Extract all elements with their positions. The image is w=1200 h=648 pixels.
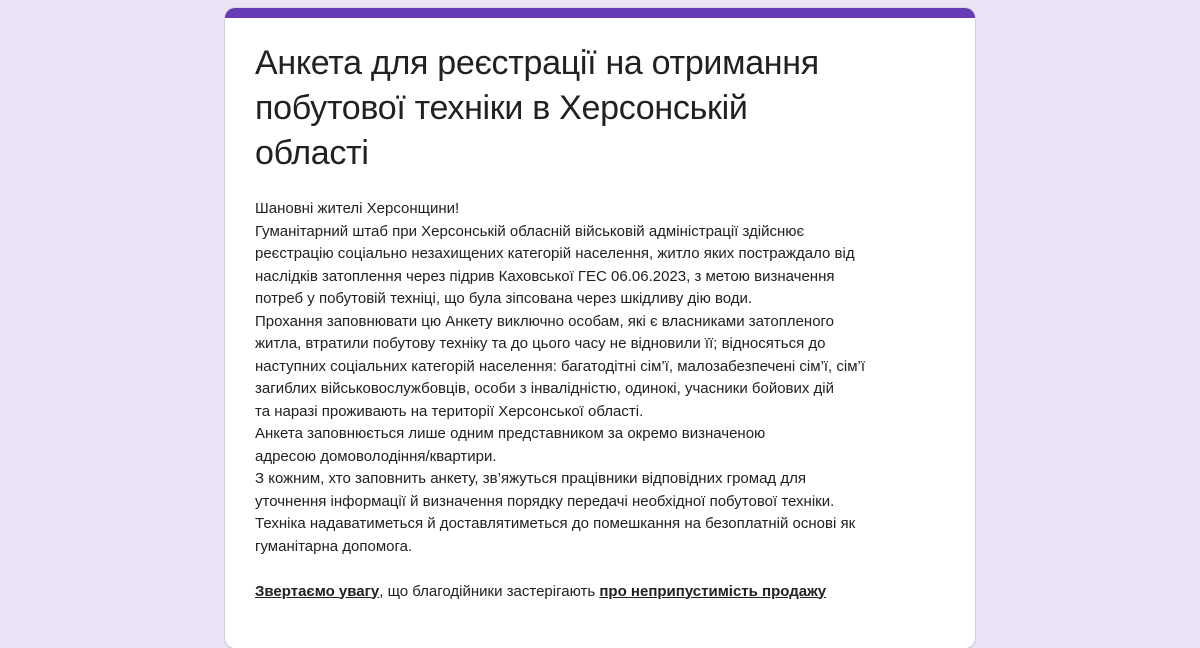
description-line: та наразі проживають на території Херсонської області.: [255, 402, 644, 420]
form-accent-bar: [225, 8, 975, 18]
description-line: наступних соціальних категорій населення: багатодітні сім’ї, малозабезпечені сім’ї, сім’ї: [255, 357, 866, 375]
form-description: [255, 198, 955, 603]
description-line: уточнення інформації й визначення порядку передачі необхідної побутової техніки.: [255, 492, 835, 510]
description-spacer: [255, 558, 955, 581]
description-line: житла, втратили побутову техніку та до цього часу не відновили її; відносяться до: [255, 335, 826, 352]
notice-text: , що благодійники застерігають: [379, 582, 600, 600]
form-header-card: [225, 8, 975, 648]
form-title-line: Анкета для реєстрації на отримання: [255, 44, 819, 82]
form-header-content: [255, 41, 955, 603]
description-line: З кожним, хто заповнить анкету, зв’яжуться працівники відповідних громад для: [255, 470, 806, 487]
description-line: гуманітарна допомога.: [255, 537, 413, 555]
description-line: Прохання заповнювати цю Анкету виключно особам, які є власниками затопленого: [255, 312, 835, 330]
description-line: адресою домоволодіння/квартири.: [255, 447, 497, 465]
description-line: загиблих військовослужбовців, особи з інвалідністю, одинокі, учасники бойових дій: [255, 380, 835, 397]
description-line: Анкета заповнюється лише одним представником за окремо визначеною: [255, 425, 766, 442]
notice-emphasis-attention: Звертаємо увагу: [255, 582, 380, 600]
description-line: наслідків затоплення через підрив Каховської ГЕС 06.06.2023, з метою визначення: [255, 267, 835, 285]
description-line: Техніка надаватиметься й доставлятиметься до помешкання на безоплатній основі як: [255, 515, 856, 532]
description-line: Гуманітарний штаб при Херсонській обласній військовій адміністрації здійснює: [255, 222, 805, 240]
notice-line: [255, 581, 955, 604]
form-title: [255, 41, 955, 176]
form-title-line: побутової техніки в Херсонській: [255, 89, 748, 127]
description-line: реєстрацію соціально незахищених категорій населення, житло яких постраждало від: [255, 245, 855, 262]
description-line: потреб у побутовій техніці, що була зіпсована через шкідливу дію води.: [255, 290, 753, 307]
form-title-line: області: [255, 134, 369, 172]
description-line: Шановні жителі Херсонщини!: [255, 200, 460, 217]
notice-emphasis-no-sale: про неприпустимість продажу: [599, 582, 827, 600]
